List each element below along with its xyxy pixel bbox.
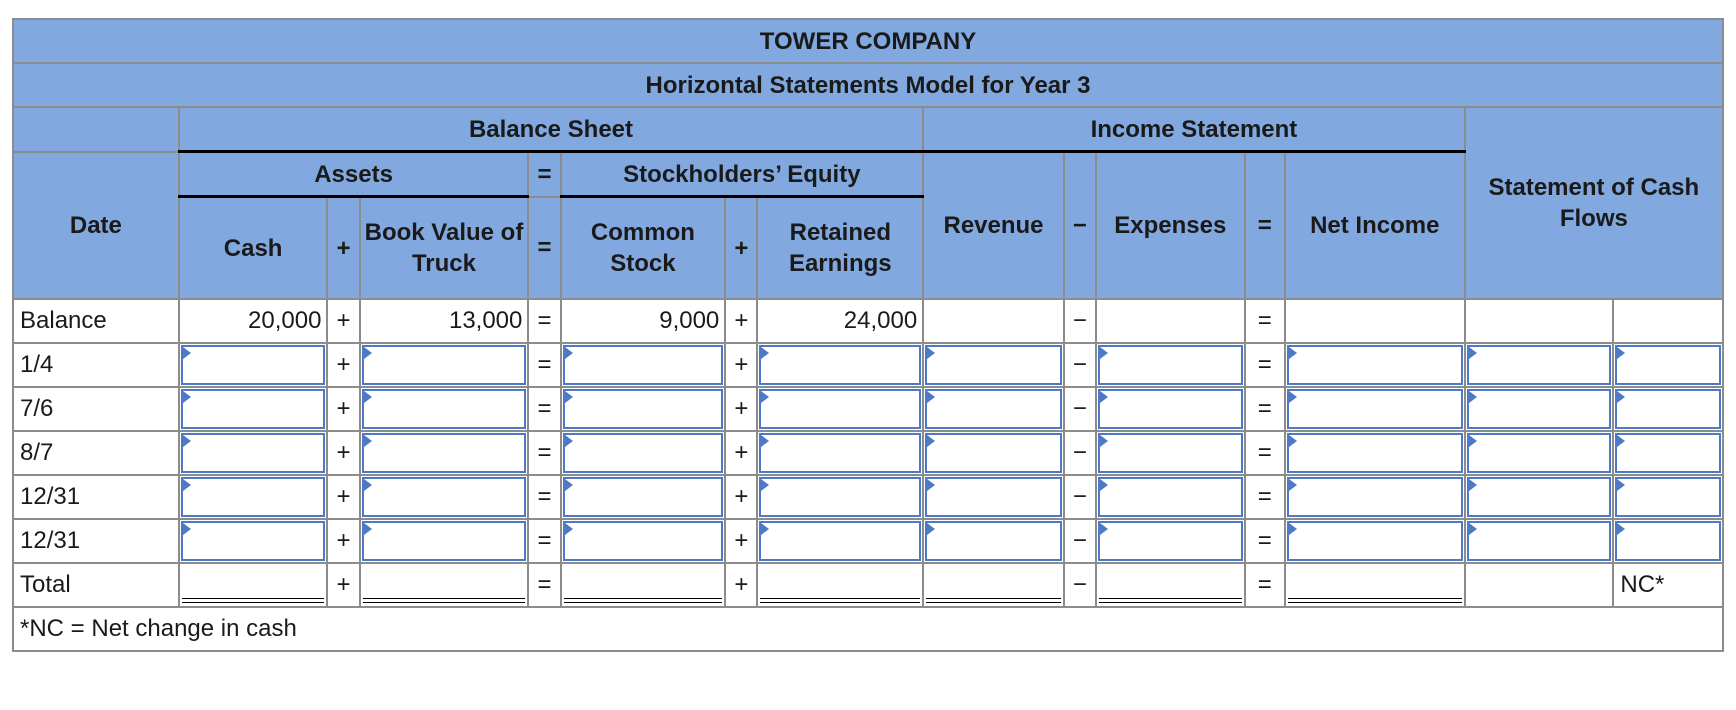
total-cash-input[interactable]: [179, 563, 328, 607]
cash-input-cell: [179, 343, 328, 387]
cash-flow-amount-input-cell: [1465, 387, 1614, 431]
net-income-input-cell: [1285, 387, 1465, 431]
truck-input[interactable]: [362, 345, 527, 385]
equals-sign: =: [1245, 475, 1285, 519]
total-cash-flow-input[interactable]: [1465, 563, 1614, 607]
transaction-date-label: 1/4: [13, 343, 179, 387]
balance-cash-flow-amount-empty: [1465, 299, 1614, 343]
transaction-row: [13, 519, 1723, 563]
net-income-column-header: Net Income: [1285, 152, 1465, 300]
plus-sign: +: [327, 299, 359, 343]
date-column-header: Date: [13, 152, 179, 300]
common-stock-input[interactable]: [563, 433, 724, 473]
truck-input-cell: [360, 343, 529, 387]
net-income-input-cell: [1285, 519, 1465, 563]
balance-retained-earnings-value: 24,000: [757, 299, 923, 343]
cash-flow-activity-input[interactable]: [1615, 389, 1721, 429]
cash-flow-amount-input-cell: [1465, 475, 1614, 519]
cash-input-cell: [179, 431, 328, 475]
transaction-date-label: 12/31: [13, 519, 179, 563]
company-title: TOWER COMPANY: [13, 19, 1723, 63]
expenses-input-cell: [1096, 431, 1245, 475]
plus-sign: +: [725, 563, 757, 607]
minus-sign: −: [1064, 387, 1096, 431]
common-stock-input-cell: [561, 475, 726, 519]
revenue-input[interactable]: [925, 477, 1062, 517]
equals-sign: =: [1245, 431, 1285, 475]
assets-equals-sign: =: [528, 152, 560, 197]
total-row: [13, 563, 1723, 607]
balance-row: [13, 299, 1723, 343]
plus-sign: +: [327, 343, 359, 387]
cash-input-cell: [179, 387, 328, 431]
total-row-label: Total: [13, 563, 179, 607]
revenue-input-cell: [923, 431, 1064, 475]
transaction-date-label: 8/7: [13, 431, 179, 475]
common-stock-input[interactable]: [563, 477, 724, 517]
equals-sign: =: [1245, 299, 1285, 343]
net-income-input-cell: [1285, 431, 1465, 475]
minus-sign: −: [1064, 299, 1096, 343]
cash-flow-activity-input-cell: [1613, 475, 1723, 519]
revenue-input-cell: [923, 519, 1064, 563]
balance-row-label: Balance: [13, 299, 179, 343]
equals-sign: =: [528, 519, 560, 563]
cash-flow-activity-input[interactable]: [1615, 477, 1721, 517]
total-retained-earnings-input[interactable]: [757, 563, 923, 607]
expenses-input[interactable]: [1098, 521, 1243, 561]
cash-flow-amount-input-cell: [1465, 343, 1614, 387]
cash-input[interactable]: [181, 433, 326, 473]
retained-earnings-input[interactable]: [759, 477, 921, 517]
income-statement-header: Income Statement: [923, 107, 1465, 152]
minus-sign: −: [1064, 431, 1096, 475]
transaction-row: [13, 475, 1723, 519]
retained-earnings-input-cell: [757, 431, 923, 475]
net-income-input[interactable]: [1287, 521, 1463, 561]
minus-sign: −: [1064, 475, 1096, 519]
common-stock-input-cell: [561, 343, 726, 387]
minus-sign: −: [1064, 563, 1096, 607]
retained-earnings-input[interactable]: [759, 521, 921, 561]
balance-expenses-empty: [1096, 299, 1245, 343]
retained-earnings-input-cell: [757, 343, 923, 387]
transaction-date-label: 12/31: [13, 475, 179, 519]
balance-sheet-header: Balance Sheet: [179, 107, 923, 152]
total-truck-input[interactable]: [360, 563, 529, 607]
cash-input[interactable]: [181, 345, 326, 385]
revenue-input-cell: [923, 343, 1064, 387]
equals-sign: =: [1245, 387, 1285, 431]
expenses-input-cell: [1096, 343, 1245, 387]
net-income-input[interactable]: [1287, 345, 1463, 385]
cash-flow-activity-input-cell: [1613, 387, 1723, 431]
expenses-input[interactable]: [1098, 433, 1243, 473]
revenue-column-header: Revenue: [923, 152, 1064, 300]
expenses-input-cell: [1096, 475, 1245, 519]
minus-sign: −: [1064, 519, 1096, 563]
equals-sign: =: [528, 563, 560, 607]
revenue-input-cell: [923, 387, 1064, 431]
truck-input-cell: [360, 519, 529, 563]
equals-sign: =: [1245, 519, 1285, 563]
truck-input[interactable]: [362, 433, 527, 473]
net-income-input[interactable]: [1287, 477, 1463, 517]
balance-net-income-empty: [1285, 299, 1465, 343]
cash-flow-amount-input[interactable]: [1467, 433, 1612, 473]
revenue-input-cell: [923, 475, 1064, 519]
equals-sign: =: [528, 343, 560, 387]
minus-sign: −: [1064, 343, 1096, 387]
cash-input-cell: [179, 475, 328, 519]
net-income-input-cell: [1285, 343, 1465, 387]
total-common-stock-input[interactable]: [561, 563, 726, 607]
truck-input-cell: [360, 387, 529, 431]
expenses-input[interactable]: [1098, 477, 1243, 517]
transaction-date-label: 7/6: [13, 387, 179, 431]
truck-input-cell: [360, 475, 529, 519]
revenue-input[interactable]: [925, 433, 1062, 473]
equals-sign: =: [528, 475, 560, 519]
cash-input[interactable]: [181, 521, 326, 561]
cash-flow-activity-input[interactable]: [1615, 433, 1721, 473]
equals-sign: =: [528, 299, 560, 343]
revenue-input[interactable]: [925, 345, 1062, 385]
expenses-input[interactable]: [1098, 345, 1243, 385]
net-income-input[interactable]: [1287, 389, 1463, 429]
retained-earnings-input[interactable]: [759, 345, 921, 385]
common-stock-column-header: Common Stock: [561, 197, 726, 300]
transaction-row: [13, 431, 1723, 475]
stockholders-equity-header: Stockholders’ Equity: [561, 152, 924, 197]
model-subtitle: Horizontal Statements Model for Year 3: [13, 63, 1723, 107]
plus-sign: +: [725, 475, 757, 519]
plus-sign: +: [327, 563, 359, 607]
common-stock-input-cell: [561, 519, 726, 563]
balance-truck-value: 13,000: [360, 299, 529, 343]
plus-sign: +: [327, 387, 359, 431]
net-change-label: NC*: [1613, 563, 1723, 607]
common-stock-input[interactable]: [563, 389, 724, 429]
plus-sign: +: [725, 343, 757, 387]
net-income-input[interactable]: [1287, 433, 1463, 473]
footnote: *NC = Net change in cash: [13, 607, 1723, 651]
truck-input-cell: [360, 431, 529, 475]
cash-flow-activity-input-cell: [1613, 519, 1723, 563]
cash-flow-activity-input[interactable]: [1615, 345, 1721, 385]
plus-sign: +: [327, 431, 359, 475]
cash-flow-amount-input[interactable]: [1467, 521, 1612, 561]
assets-header: Assets: [179, 152, 529, 197]
equals-column-header: =: [528, 197, 560, 300]
cash-flow-activity-input[interactable]: [1615, 521, 1721, 561]
truck-input[interactable]: [362, 477, 527, 517]
balance-common-stock-value: 9,000: [561, 299, 726, 343]
equals-sign: =: [528, 387, 560, 431]
cash-flow-amount-input[interactable]: [1467, 477, 1612, 517]
expenses-input[interactable]: [1098, 389, 1243, 429]
cash-input[interactable]: [181, 389, 326, 429]
income-equals-header: =: [1245, 152, 1285, 300]
cash-input-cell: [179, 519, 328, 563]
balance-cash-value: 20,000: [179, 299, 328, 343]
plus-column-header: +: [327, 197, 359, 300]
plus-sign: +: [725, 431, 757, 475]
retained-earnings-input-cell: [757, 519, 923, 563]
equals-sign: =: [1245, 563, 1285, 607]
total-net-income-input[interactable]: [1285, 563, 1465, 607]
cash-flow-amount-input[interactable]: [1467, 389, 1612, 429]
revenue-input[interactable]: [925, 521, 1062, 561]
balance-revenue-empty: [923, 299, 1064, 343]
common-stock-input-cell: [561, 387, 726, 431]
common-stock-input[interactable]: [563, 521, 724, 561]
plus-sign: +: [725, 519, 757, 563]
retained-earnings-input-cell: [757, 475, 923, 519]
cash-flow-amount-input-cell: [1465, 519, 1614, 563]
date-header-spacer: [13, 107, 179, 152]
total-expenses-input[interactable]: [1096, 563, 1245, 607]
cash-flow-activity-input-cell: [1613, 343, 1723, 387]
plus-sign: +: [725, 299, 757, 343]
retained-earnings-column-header: Retained Earnings: [757, 197, 923, 300]
common-stock-input-cell: [561, 431, 726, 475]
cash-flow-activity-input-cell: [1613, 431, 1723, 475]
expenses-input-cell: [1096, 387, 1245, 431]
retained-earnings-input[interactable]: [759, 389, 921, 429]
revenue-input[interactable]: [925, 389, 1062, 429]
expenses-column-header: Expenses: [1096, 152, 1245, 300]
transaction-rows: [13, 343, 1723, 563]
truck-input[interactable]: [362, 389, 527, 429]
retained-earnings-input-cell: [757, 387, 923, 431]
retained-earnings-input[interactable]: [759, 433, 921, 473]
expenses-input-cell: [1096, 519, 1245, 563]
plus-sign: +: [725, 387, 757, 431]
horizontal-model-worksheet: [12, 18, 1724, 652]
balance-cash-flow-activity-empty: [1613, 299, 1723, 343]
cash-column-header: Cash: [179, 197, 328, 300]
transaction-row: [13, 343, 1723, 387]
net-income-input-cell: [1285, 475, 1465, 519]
truck-column-header: Book Value of Truck: [360, 197, 529, 300]
total-revenue-input[interactable]: [923, 563, 1064, 607]
equals-sign: =: [528, 431, 560, 475]
cash-flow-amount-input-cell: [1465, 431, 1614, 475]
horizontal-statements-table: [12, 18, 1724, 652]
plus-equity-column-header: +: [725, 197, 757, 300]
equals-sign: =: [1245, 343, 1285, 387]
cash-flows-header: Statement of Cash Flows: [1465, 107, 1723, 299]
plus-sign: +: [327, 475, 359, 519]
minus-column-header: −: [1064, 152, 1096, 300]
common-stock-input[interactable]: [563, 345, 724, 385]
transaction-row: [13, 387, 1723, 431]
plus-sign: +: [327, 519, 359, 563]
truck-input[interactable]: [362, 521, 527, 561]
cash-input[interactable]: [181, 477, 326, 517]
cash-flow-amount-input[interactable]: [1467, 345, 1612, 385]
